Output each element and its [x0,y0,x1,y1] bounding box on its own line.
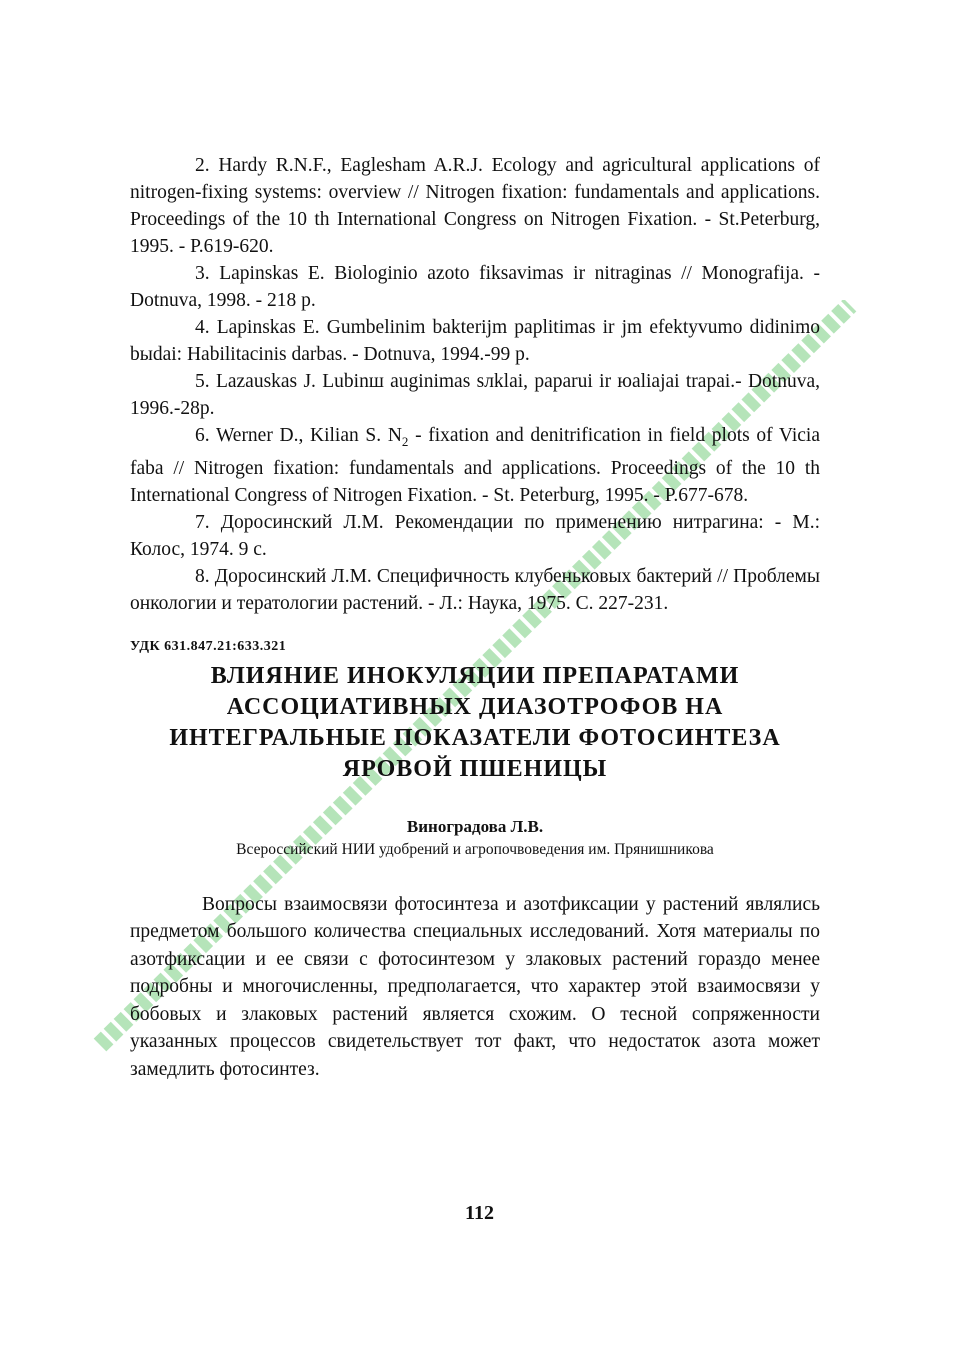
reference-text: 6. Werner D., Kilian S. N [195,425,402,446]
reference-text: - fixation and denitrification in field plots of Vicia faba // Nitrogen fixation: fundamentals and applications. Proceedings of the 10 th International Congress of Nitrogen Fixation. - St. Peterburg, 1995. - P.677-678. [130,425,820,506]
udc-code: УДК 631.847.21:633.321 [130,638,287,654]
reference-item: 2. Hardy R.N.F., Eaglesham A.R.J. Ecology and agricultural applications of nitrogen-fixing systems: overview // Nitrogen fixation: fundamentals and applications. Proceedings of the 10 th International Congress on Nitrogen Fixation. - St.Peterburg, 1995. - P.619-620. [130,155,820,257]
page-content [130,152,820,1103]
subscript: 2 [401,433,409,449]
article-title: ВЛИЯНИЕ ИНОКУЛЯЦИИ ПРЕПАРАТАМИ АССОЦИАТИВНЫХ ДИАЗОТРОФОВ НА ИНТЕГРАЛЬНЫЕ ПОКАЗАТЕЛИ ФОТОСИНТЕЗА ЯРОВОЙ ПШЕНИЦЫ [169,662,781,782]
reference-item: 5. Lazauskas J. Lubinш auginimas sлklai, paparui ir юaliajai trapai.- Dotnuva, 1996.-28p. [130,371,820,419]
reference-item: 7. Доросинский Л.М. Рекомендации по применению нитрагина: - М.: Колос, 1974. 9 с. [130,511,820,560]
reference-list [130,152,820,617]
reference-item: 3. Lapinskas E. Biologinio azoto fiksavimas ir nitraginas // Monografija. - Dotnuva, 1998. - 218 p. [130,263,820,311]
reference-item [130,422,820,509]
reference-item: 4. Lapinskas E. Gumbelinim bakterijm paplitimas ir jm efektyvumo didinimo bыdai: Habilitacinis darbas. - Dotnuva, 1994.-99 p. [130,317,820,365]
author-affiliation: Всероссийский НИИ удобрений и агропочвоведения им. Прянишникова [236,840,714,858]
reference-item: 8. Доросинский Л.М. Специфичность клубеньковых бактерий // Проблемы онкологии и тератологии растений. - Л.: Наука, 1975. С. 227-231. [130,565,820,614]
article-author: Виноградова Л.В. [406,816,544,836]
page-number: 112 [465,1202,494,1224]
body-paragraph: Вопросы взаимосвязи фотосинтеза и азотфиксации у растений являлись предметом большого количества специальных исследований. Хотя материалы по азотфиксации и ее связи с фотосинтезом у злаковых растений гораздо менее подробны и многочисленны, предполагается, что характер этой взаимосвязи у бобовых и злаковых растений является схожим. О тесной сопряженности указанных процессов свидетельствует тот факт, что недостаток азота может замедлить фотосинтез. [130,893,820,1080]
